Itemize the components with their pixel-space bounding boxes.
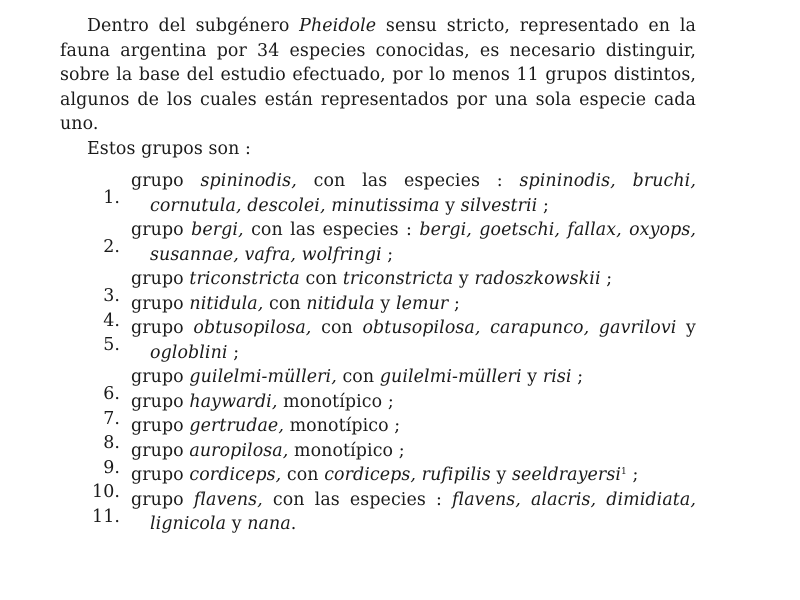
group-text: y bbox=[374, 293, 396, 314]
group-text: grupo bbox=[131, 440, 190, 461]
species-name: gertrudae, bbox=[189, 416, 284, 436]
group-text: ; bbox=[571, 367, 584, 387]
group-text: monotípico ; bbox=[288, 440, 405, 461]
species-name: nana bbox=[247, 514, 291, 534]
group-item bbox=[60, 218, 696, 267]
group-text: ; bbox=[626, 465, 639, 485]
species-name: nitidula bbox=[306, 293, 375, 314]
group-text: y bbox=[439, 195, 461, 216]
group-text: grupo bbox=[131, 220, 192, 240]
species-name: cordiceps, bbox=[189, 465, 282, 485]
species-name: auropilosa, bbox=[189, 440, 289, 461]
species-name: bergi, goetschi, fallax, oxyops, susannae, vafra, wolfringi bbox=[150, 220, 696, 265]
species-name: bergi, bbox=[191, 220, 244, 240]
species-name: nitidula, bbox=[189, 293, 264, 314]
species-name: ogloblini bbox=[150, 342, 228, 363]
species-name: spininodis, bruchi, cornutula, descolei, minutissima bbox=[150, 171, 696, 216]
group-number: 1. bbox=[103, 188, 120, 208]
group-text: grupo bbox=[131, 171, 201, 191]
species-name: obtusopilosa, carapunco, gavrilovi bbox=[362, 318, 677, 338]
species-name: seeldrayersi bbox=[512, 465, 622, 485]
group-text: con las especies : bbox=[262, 489, 452, 510]
group-text: ; bbox=[381, 244, 394, 265]
footnote-marker: 1 bbox=[621, 467, 627, 477]
species-name: guilelmi-mülleri, bbox=[189, 367, 337, 387]
intro-text-after: sensu stricto, representado en la fauna argentina por 34 especies conocidas, es necesario distinguir, sobre la base del estudio efectuado, por lo menos 11 grupos distintos, algunos de los cuales están representados por una sola especie cada uno. bbox=[60, 16, 696, 134]
group-item bbox=[60, 169, 696, 218]
group-text: grupo bbox=[131, 465, 190, 485]
group-number: 9. bbox=[103, 457, 120, 478]
species-name: triconstricta bbox=[342, 269, 454, 289]
group-text: y bbox=[226, 514, 248, 534]
species-name: radoszkowskii bbox=[474, 269, 601, 289]
group-text: con las especies : bbox=[243, 220, 420, 240]
group-number: 7. bbox=[103, 408, 120, 429]
species-name: flavens, bbox=[193, 489, 263, 510]
group-text: con bbox=[336, 367, 380, 387]
group-number: 4. bbox=[103, 310, 120, 331]
group-item bbox=[60, 316, 696, 365]
species-name: spininodis, bbox=[200, 171, 297, 191]
species-name: obtusopilosa, bbox=[193, 318, 312, 338]
document-page bbox=[60, 14, 696, 537]
group-text: ; bbox=[227, 342, 240, 363]
group-text: grupo bbox=[131, 489, 194, 510]
intro-text-before: Dentro del subgénero bbox=[87, 16, 300, 36]
group-text: con las especies : bbox=[296, 171, 520, 191]
group-text: con bbox=[263, 293, 307, 314]
group-text: y bbox=[676, 318, 696, 338]
species-name: flavens, alacris, dimidiata, lignicola bbox=[150, 489, 696, 534]
species-name: cordiceps, rufipilis bbox=[324, 465, 491, 485]
group-text: ; bbox=[448, 293, 460, 314]
species-name: haywardi, bbox=[189, 391, 278, 412]
group-text: ; bbox=[537, 195, 549, 216]
group-text: con bbox=[299, 269, 343, 289]
group-number: 2. bbox=[103, 237, 120, 257]
group-text: grupo bbox=[131, 293, 190, 314]
group-number: 11. bbox=[92, 506, 120, 527]
group-text: con bbox=[281, 465, 325, 485]
species-name: lemur bbox=[395, 293, 449, 314]
group-text: ; bbox=[600, 269, 613, 289]
species-name: triconstricta bbox=[189, 269, 300, 289]
group-text: y bbox=[521, 367, 543, 387]
group-item bbox=[60, 488, 696, 537]
group-number: 6. bbox=[103, 384, 120, 404]
species-name: silvestrii bbox=[460, 195, 538, 216]
group-number: 3. bbox=[103, 286, 120, 306]
species-name: risi bbox=[542, 367, 572, 387]
group-number: 8. bbox=[103, 433, 120, 453]
group-text: grupo bbox=[131, 318, 194, 338]
intro-paragraph bbox=[60, 14, 696, 137]
group-text: monotípico ; bbox=[277, 391, 394, 412]
group-text: grupo bbox=[131, 391, 190, 412]
group-text: monotípico ; bbox=[283, 416, 401, 436]
group-text: y bbox=[490, 465, 513, 485]
species-name: guilelmi-mülleri bbox=[379, 367, 522, 387]
group-text: con bbox=[311, 318, 363, 338]
group-text: grupo bbox=[131, 269, 190, 289]
group-text: grupo bbox=[131, 416, 190, 436]
groups-intro: Estos grupos son : bbox=[87, 138, 252, 159]
subgenus-name: Pheidole bbox=[299, 16, 377, 36]
group-text: grupo bbox=[131, 367, 190, 387]
group-number: 5. bbox=[103, 335, 120, 355]
group-text: y bbox=[453, 269, 475, 289]
group-text: . bbox=[290, 514, 297, 534]
group-number: 10. bbox=[92, 482, 120, 502]
group-list bbox=[60, 169, 696, 537]
